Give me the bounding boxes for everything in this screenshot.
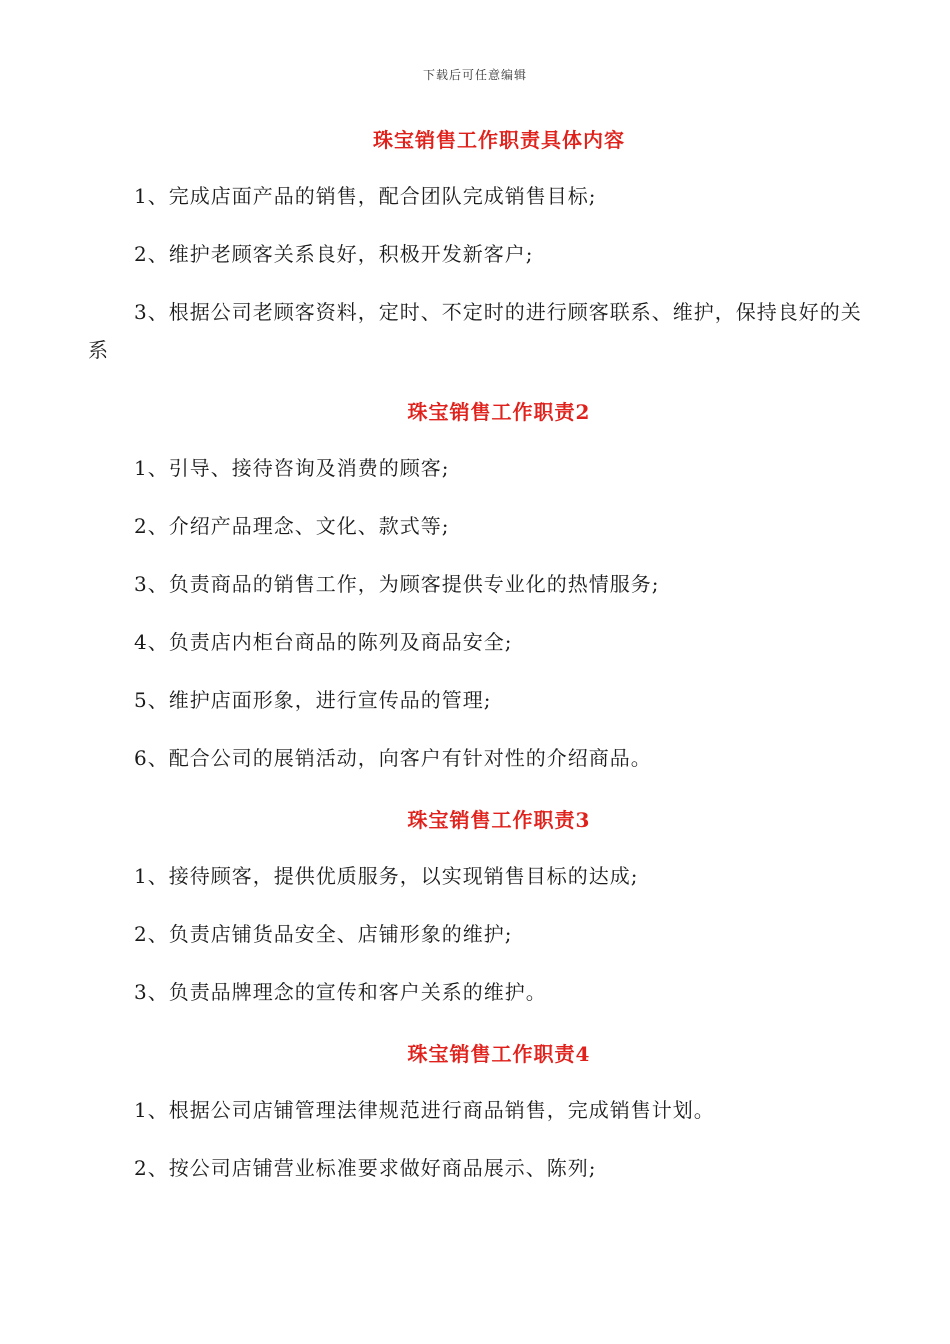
list-item: 1、接待顾客，提供优质服务，以实现销售目标的达成; — [134, 864, 639, 888]
list-item: 1、根据公司店铺管理法律规范进行商品销售，完成销售计划。 — [134, 1098, 715, 1122]
list-item: 2、介绍产品理念、文化、款式等; — [134, 514, 450, 538]
header-note: 下载后可任意编辑 — [422, 68, 527, 82]
list-item: 2、维护老顾客关系良好，积极开发新客户; — [134, 242, 534, 266]
section-title: 珠宝销售工作职责4 — [407, 1042, 591, 1066]
section-title: 珠宝销售工作职责2 — [407, 400, 591, 424]
list-item: 3、根据公司老顾客资料，定时、不定时的进行顾客联系、维护，保持良好的关系 — [88, 300, 862, 362]
list-item: 6、配合公司的展销活动，向客户有针对性的介绍商品。 — [134, 746, 652, 770]
list-item: 1、完成店面产品的销售，配合团队完成销售目标; — [134, 184, 597, 208]
list-item: 3、负责品牌理念的宣传和客户关系的维护。 — [134, 980, 547, 1004]
list-item: 1、引导、接待咨询及消费的顾客; — [134, 456, 450, 480]
list-item: 2、负责店铺货品安全、店铺形象的维护; — [134, 922, 513, 946]
list-item: 2、按公司店铺营业标准要求做好商品展示、陈列; — [134, 1156, 597, 1180]
section-title: 珠宝销售工作职责3 — [407, 808, 591, 832]
list-item: 5、维护店面形象，进行宣传品的管理; — [134, 688, 492, 712]
list-item: 4、负责店内柜台商品的陈列及商品安全; — [134, 630, 513, 654]
list-item: 3、负责商品的销售工作，为顾客提供专业化的热情服务; — [134, 572, 660, 596]
section-title: 珠宝销售工作职责具体内容 — [373, 128, 625, 152]
